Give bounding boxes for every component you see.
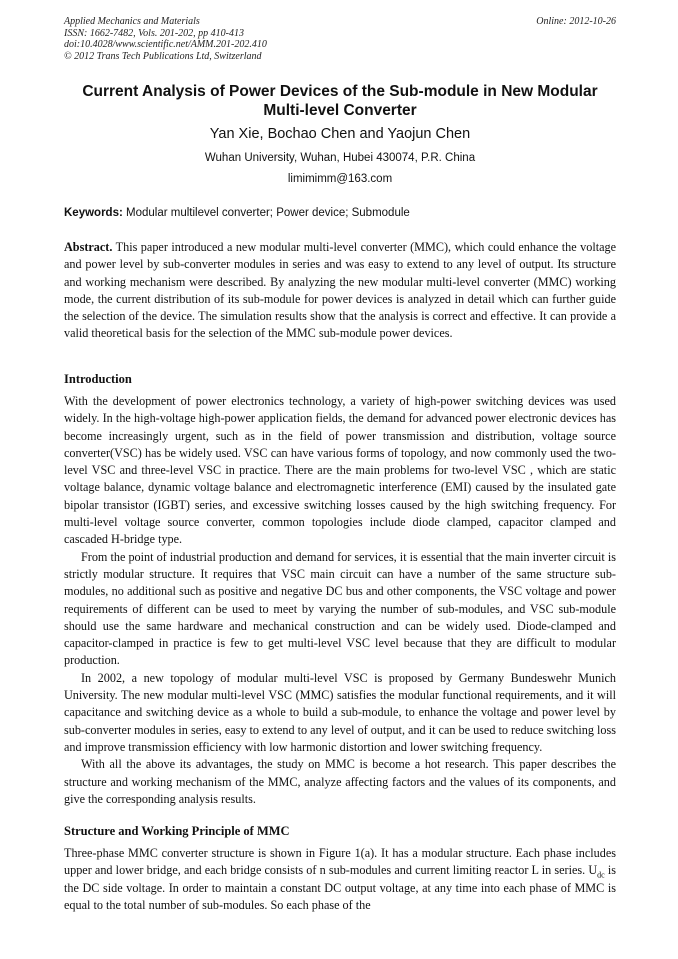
intro-paragraph: With the development of power electronics technology, a variety of high-power switching devices was used widely. In the high-voltage high-power application fields, the demand for advanced power electronic devices has become increasingly urgent, such as in the field of power transmission and distribution, voltage source converter(VSC) has be widely used. VSC can have various forms of topology, and now commonly used the two-level VSC and three-level VSC in practice. There are the main problems for two-level VSC , which are static voltage balance, dynamic voltage balance and electromagnetic interference (EMI) caused by the insulated gate bipolar transistor (IGBT) series, and excessive switching losses caused by the high switching frequency. For multi-level voltage source converter, common topologies include diode clamped, capacitor clamped and cascaded H-bridge type.	[64, 394, 616, 547]
affiliation: Wuhan University, Wuhan, Hubei 430074, P.R. China	[204, 152, 476, 164]
issn-line: ISSN: 1662-7482, Vols. 201-202, pp 410-413	[64, 27, 244, 39]
intro-paragraph: From the point of industrial production and demand for services, it is essential that the main inverter circuit is strictly modular structure. It requires that VSC main circuit can have a number of the same structure sub-modules, no additional such as positive and negative DC bus and other components, the VSC voltage and power requirements of different can be used to meet by varying the number of sub-modules, and VSC sub-module should use the same hardware and mechanical construction and can be widely used. Diode-clamped and capacitor-clamped in practice is few to get multi-level VSC level because that they are difficult to modular production.	[64, 549, 616, 668]
doi-line: doi:10.4028/www.scientific.net/AMM.201-202.410	[64, 39, 267, 50]
copyright-line: © 2012 Trans Tech Publications Ltd, Switzerland	[64, 50, 262, 62]
keywords-line	[64, 206, 616, 220]
abstract-label: Abstract.	[64, 240, 113, 254]
journal-name: Applied Mechanics and Materials	[64, 16, 200, 27]
intro-paragraph: In 2002, a new topology of modular multi-level VSC is proposed by Germany Bundeswehr Munich University. The new modular multi-level VSC (MMC) satisfies the modular functional requirements, and it will capacitance and switching device as a whole to build a sub-module, to enhance the voltage and power level by sub-converter modules in series, easy to extend to any level of output, and it can be used to reduce switching loss and improve transmission efficiency with low harmonic distortion and lower switching frequency.	[64, 670, 616, 754]
structure-heading: Structure and Working Principle of MMC	[64, 824, 290, 838]
paper-title: Current Analysis of Power Devices of the Sub-module in New Modular Multi-level Converter	[82, 83, 598, 119]
online-date: Online: 2012-10-26	[536, 16, 616, 27]
journal-header	[64, 16, 616, 62]
keywords-text: Modular multilevel converter; Power device; Submodule	[126, 207, 410, 219]
structure-text-before: Three-phase MMC converter structure is shown in Figure 1(a). It has a modular structure. Each phase includes upper and lower bridge, and each bridge consists of n sub-modules and current limiting reactor L in series. U	[64, 846, 616, 878]
abstract-text: This paper introduced a new modular multi-level converter (MMC), which could enhance the voltage and power level by sub-converter modules in series and was easy to extend to any level of output. Its structure and working mechanism were described. By analyzing the new modular multi-level converter (MMC) working mode, the current distribution of its sub-module for power devices is analyzed in detail which can further guide the selection of the device. The simulation results show that the analysis is correct and effective. It can provide a valid theoretical basis for the selection of the MMC sub-module power devices.	[64, 240, 616, 341]
introduction-heading: Introduction	[64, 372, 132, 386]
introduction-body	[64, 393, 616, 808]
structure-body	[64, 845, 616, 914]
contact-email: limimimm@163.com	[287, 173, 393, 185]
udc-subscript: dc	[597, 870, 605, 880]
structure-paragraph	[64, 845, 616, 914]
structure-text-after: is the DC side voltage. In order to maintain a constant DC output voltage, at any time into each phase of MMC is equal to the total number of sub-modules. So each phase of the	[64, 863, 617, 912]
abstract-block	[64, 239, 616, 343]
keywords-label: Keywords:	[64, 207, 123, 219]
author-list: Yan Xie, Bochao Chen and Yaojun Chen	[209, 126, 471, 142]
intro-paragraph: With all the above its advantages, the study on MMC is become a hot research. This paper describes the structure and working mechanism of the MMC, analyze affecting factors and the values of its components, and give the corresponding analysis results.	[64, 757, 616, 806]
